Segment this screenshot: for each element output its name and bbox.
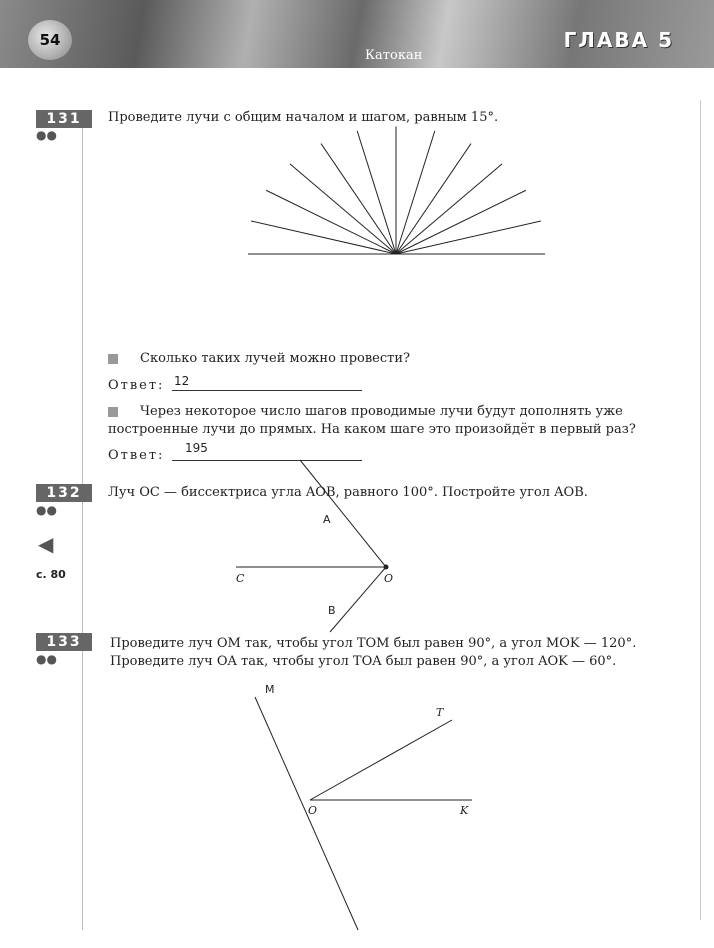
page-reference: с. 80 xyxy=(36,568,66,581)
ray-120 xyxy=(321,144,396,254)
task-133-line1: Проведите луч OM так, чтобы угол TOM был равен 90°, а угол MOK — 120°. xyxy=(110,636,637,651)
task-132-text: Луч OC — биссектриса угла AOB, равного 100°. Постройте угол AOB. xyxy=(108,485,588,500)
ray-105 xyxy=(357,131,396,254)
answer-2[interactable]: 195 xyxy=(185,441,208,455)
difficulty-icon: ●● xyxy=(36,128,57,142)
label-b: B xyxy=(328,604,336,617)
ray-ot xyxy=(310,720,452,800)
angle-aob-figure xyxy=(236,460,388,632)
label-t: T xyxy=(436,706,444,719)
ray-15 xyxy=(396,221,541,254)
answer-label-2: Ответ: xyxy=(108,448,165,463)
question-2-line1: Через некоторое число шагов проводимые лучи будут дополнять уже xyxy=(140,404,623,419)
answer-label-1: Ответ: xyxy=(108,378,165,393)
label-o: O xyxy=(384,572,394,585)
header-subtitle: Катокан xyxy=(365,48,423,63)
task-number-133: 133 xyxy=(36,633,92,651)
line-m xyxy=(255,697,358,930)
ray-oa xyxy=(300,460,386,567)
chapter-title: ГЛАВА 5 xyxy=(563,28,674,52)
ray-ob xyxy=(330,567,386,632)
ray-60 xyxy=(396,144,471,254)
ray-45 xyxy=(396,164,502,254)
ray-165 xyxy=(251,221,396,254)
label-a: A xyxy=(323,513,331,526)
point-o xyxy=(384,565,388,569)
task-131-text: Проведите лучи с общим началом и шагом, равным 15°. xyxy=(108,110,499,125)
label-k: K xyxy=(460,804,469,817)
reference-arrow-icon: ◀ xyxy=(38,532,54,556)
ray-135 xyxy=(290,164,396,254)
question-2-line2: построенные лучи до прямых. На каком шаге это произойдёт в первый раз? xyxy=(108,422,636,437)
ray-75 xyxy=(396,131,435,254)
answer-1[interactable]: 12 xyxy=(174,374,190,388)
label-m: M xyxy=(265,683,275,696)
angle-tok-figure xyxy=(255,697,472,930)
task-number-131: 131 xyxy=(36,110,92,128)
difficulty-icon: ●● xyxy=(36,652,57,666)
difficulty-icon: ●● xyxy=(36,503,57,517)
label-c: C xyxy=(236,572,245,585)
label-o2: O xyxy=(308,804,318,817)
task-133-line2: Проведите луч OA так, чтобы угол TOA был равен 90°, а угол AOK — 60°. xyxy=(110,654,617,669)
ray-150 xyxy=(266,190,396,254)
ray-fan-figure xyxy=(248,127,545,255)
task-number-132: 132 xyxy=(36,484,92,502)
question-1-text: Сколько таких лучей можно провести? xyxy=(140,351,410,366)
page-number: 54 xyxy=(28,20,72,60)
ray-30 xyxy=(396,190,526,254)
